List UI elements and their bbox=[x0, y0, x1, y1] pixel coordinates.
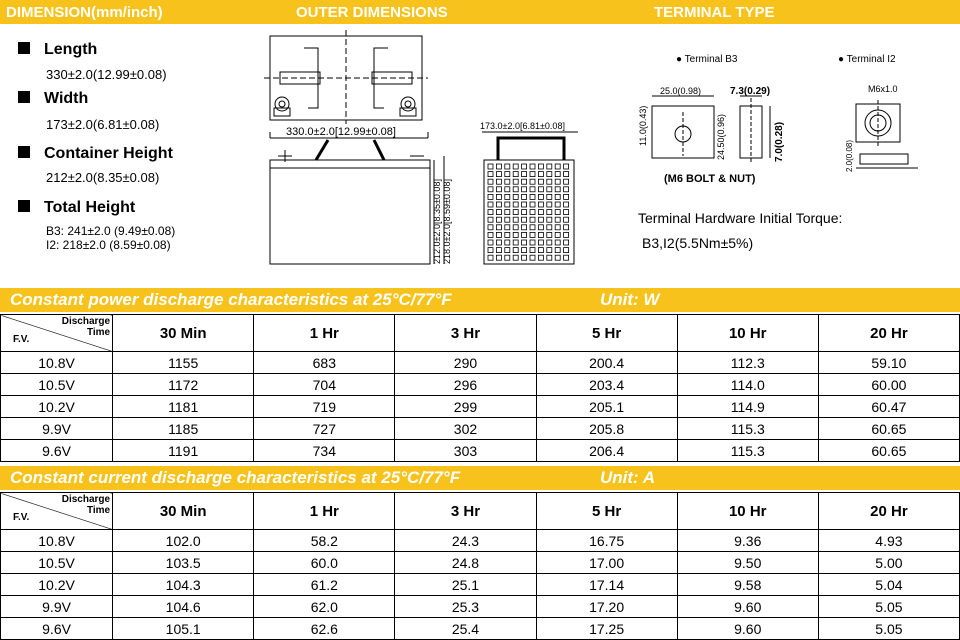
terminal-drawing bbox=[620, 76, 950, 188]
value-cell: 112.3 bbox=[677, 352, 818, 374]
value-cell: 60.47 bbox=[818, 396, 959, 418]
vent-hole bbox=[564, 164, 569, 169]
row-fv-cell: 10.5V bbox=[1, 552, 113, 574]
vent-hole bbox=[496, 202, 501, 207]
vent-hole bbox=[488, 172, 493, 177]
vent-hole bbox=[505, 255, 510, 260]
vent-hole bbox=[564, 240, 569, 245]
value-cell: 9.60 bbox=[677, 596, 818, 618]
vent-hole bbox=[488, 217, 493, 222]
vent-hole bbox=[513, 164, 518, 169]
current-section-title: Constant current discharge characteristics at 25°C/77°F bbox=[10, 468, 461, 487]
value-cell: 114.0 bbox=[677, 374, 818, 396]
vent-hole bbox=[488, 187, 493, 192]
vent-hole bbox=[538, 202, 543, 207]
vent-hole bbox=[488, 232, 493, 237]
terminal-i2-text: Terminal I2 bbox=[846, 54, 896, 65]
value-cell: 104.3 bbox=[113, 574, 254, 596]
dim-25-label: 25.0(0.98) bbox=[660, 86, 702, 96]
vent-hole bbox=[530, 164, 535, 169]
vent-hole bbox=[538, 210, 543, 215]
table-header-row bbox=[1, 493, 960, 530]
vent-hole bbox=[555, 248, 560, 253]
value-cell: 17.25 bbox=[536, 618, 677, 640]
table-row bbox=[1, 352, 960, 374]
vent-hole bbox=[488, 194, 493, 199]
value-cell: 203.4 bbox=[536, 374, 677, 396]
vent-hole bbox=[555, 202, 560, 207]
bullet-square-icon bbox=[18, 146, 30, 158]
vent-hole bbox=[538, 187, 543, 192]
value-cell: 60.00 bbox=[818, 374, 959, 396]
row-fv-cell: 10.5V bbox=[1, 374, 113, 396]
value-cell: 105.1 bbox=[113, 618, 254, 640]
value-cell: 1172 bbox=[113, 374, 254, 396]
vent-hole bbox=[564, 210, 569, 215]
value-cell: 9.58 bbox=[677, 574, 818, 596]
vent-hole bbox=[538, 225, 543, 230]
vent-hole bbox=[522, 172, 527, 177]
vent-hole bbox=[513, 172, 518, 177]
dimension-header: DIMENSION(mm/inch) bbox=[6, 4, 163, 21]
terminal-type-header: TERMINAL TYPE bbox=[654, 4, 775, 21]
dim-245-label: 24.50(0.96) bbox=[716, 113, 726, 160]
vent-hole bbox=[505, 217, 510, 222]
vent-hole bbox=[496, 187, 501, 192]
value-cell: 59.10 bbox=[818, 352, 959, 374]
vent-hole bbox=[522, 202, 527, 207]
column-header: 3 Hr bbox=[395, 493, 536, 530]
vent-hole bbox=[513, 210, 518, 215]
vent-hole bbox=[538, 255, 543, 260]
vent-hole bbox=[530, 232, 535, 237]
vent-hole bbox=[547, 225, 552, 230]
value-cell: 17.20 bbox=[536, 596, 677, 618]
terminal-b3-drawing bbox=[652, 96, 770, 164]
value-cell: 1191 bbox=[113, 440, 254, 462]
outer-dimensions-header: OUTER DIMENSIONS bbox=[296, 4, 448, 21]
table-row bbox=[1, 530, 960, 552]
value-cell: 683 bbox=[254, 352, 395, 374]
vent-hole bbox=[488, 210, 493, 215]
vent-hole bbox=[513, 187, 518, 192]
vent-hole bbox=[538, 179, 543, 184]
torque-value: B3,I2(5.5Nm±5%) bbox=[642, 235, 754, 251]
vent-hole bbox=[522, 179, 527, 184]
vent-hole bbox=[496, 248, 501, 253]
vent-hole bbox=[505, 172, 510, 177]
row-fv-cell: 10.2V bbox=[1, 396, 113, 418]
table-row bbox=[1, 440, 960, 462]
vent-hole bbox=[555, 232, 560, 237]
vent-hole bbox=[522, 164, 527, 169]
table-row bbox=[1, 396, 960, 418]
column-header: 1 Hr bbox=[254, 493, 395, 530]
value-cell: 734 bbox=[254, 440, 395, 462]
vent-hole bbox=[564, 225, 569, 230]
vent-hole bbox=[505, 202, 510, 207]
vent-hole bbox=[513, 202, 518, 207]
vent-hole bbox=[505, 187, 510, 192]
corner-discharge-label: Discharge bbox=[61, 316, 111, 327]
vent-hole bbox=[530, 179, 535, 184]
value-cell: 206.4 bbox=[536, 440, 677, 462]
length-item bbox=[18, 41, 97, 59]
length-value: 330±2.0(12.99±0.08) bbox=[46, 67, 167, 82]
vent-hole bbox=[522, 187, 527, 192]
corner-discharge-time bbox=[62, 494, 110, 516]
vent-hole bbox=[555, 217, 560, 222]
vent-hole bbox=[513, 232, 518, 237]
vent-hole bbox=[513, 248, 518, 253]
column-header: 20 Hr bbox=[818, 315, 959, 352]
column-header: 5 Hr bbox=[536, 493, 677, 530]
vent-hole bbox=[538, 232, 543, 237]
value-cell: 62.0 bbox=[254, 596, 395, 618]
vent-hole bbox=[547, 179, 552, 184]
vent-hole bbox=[522, 232, 527, 237]
vent-hole bbox=[522, 225, 527, 230]
width-value: 173±2.0(6.81±0.08) bbox=[46, 117, 160, 132]
vent-hole bbox=[488, 164, 493, 169]
value-cell: 1181 bbox=[113, 396, 254, 418]
bullet-square-icon bbox=[18, 42, 30, 54]
value-cell: 62.6 bbox=[254, 618, 395, 640]
value-cell: 9.60 bbox=[677, 618, 818, 640]
vent-hole bbox=[538, 240, 543, 245]
current-section-unit: Unit: A bbox=[600, 468, 656, 487]
value-cell: 1155 bbox=[113, 352, 254, 374]
m6-label: M6x1.0 bbox=[868, 84, 898, 94]
vent-hole bbox=[538, 172, 543, 177]
vent-hole bbox=[555, 210, 560, 215]
vent-hole bbox=[555, 179, 560, 184]
power-section-unit: Unit: W bbox=[600, 290, 660, 309]
vent-hole bbox=[522, 194, 527, 199]
length-dimension: 330.0±2.0[12.99±0.08] bbox=[286, 126, 396, 138]
value-cell: 1185 bbox=[113, 418, 254, 440]
row-fv-cell: 9.9V bbox=[1, 418, 113, 440]
column-header: 30 Min bbox=[113, 315, 254, 352]
outer-dimensions-drawing bbox=[260, 28, 590, 273]
terminal-b3-label: ● Terminal B3 bbox=[676, 54, 738, 65]
vent-hole bbox=[496, 217, 501, 222]
vent-hole bbox=[555, 187, 560, 192]
total-height-item bbox=[18, 199, 135, 217]
vent-hole bbox=[513, 217, 518, 222]
value-cell: 4.93 bbox=[818, 530, 959, 552]
vent-hole bbox=[496, 164, 501, 169]
torque-title: Terminal Hardware Initial Torque: bbox=[638, 210, 843, 226]
vent-hole bbox=[538, 164, 543, 169]
vent-hole bbox=[505, 194, 510, 199]
vent-hole bbox=[547, 172, 552, 177]
value-cell: 17.00 bbox=[536, 552, 677, 574]
vent-hole bbox=[496, 210, 501, 215]
row-fv-cell: 9.6V bbox=[1, 440, 113, 462]
value-cell: 5.05 bbox=[818, 618, 959, 640]
value-cell: 104.6 bbox=[113, 596, 254, 618]
battery-front-view bbox=[270, 132, 444, 264]
table-row bbox=[1, 596, 960, 618]
column-header: 20 Hr bbox=[818, 493, 959, 530]
vent-hole bbox=[496, 194, 501, 199]
vent-hole bbox=[488, 240, 493, 245]
vent-hole bbox=[496, 225, 501, 230]
corner-header bbox=[1, 315, 113, 352]
value-cell: 205.8 bbox=[536, 418, 677, 440]
vent-hole bbox=[564, 217, 569, 222]
vent-hole bbox=[488, 202, 493, 207]
row-fv-cell: 10.2V bbox=[1, 574, 113, 596]
vent-hole bbox=[530, 172, 535, 177]
total-height-i2: I2: 218±2.0 (8.59±0.08) bbox=[46, 238, 171, 252]
current-section-bar bbox=[0, 466, 960, 490]
column-header: 5 Hr bbox=[536, 315, 677, 352]
column-header: 10 Hr bbox=[677, 315, 818, 352]
vent-hole bbox=[505, 248, 510, 253]
vent-hole bbox=[547, 255, 552, 260]
value-cell: 5.04 bbox=[818, 574, 959, 596]
vent-hole bbox=[496, 240, 501, 245]
corner-fv-label: F.V. bbox=[13, 334, 30, 345]
container-height-item bbox=[18, 145, 173, 163]
vent-hole bbox=[488, 225, 493, 230]
vent-hole bbox=[538, 217, 543, 222]
vent-hole bbox=[530, 202, 535, 207]
bolt-label: (M6 BOLT & NUT) bbox=[664, 173, 756, 185]
vent-hole bbox=[505, 164, 510, 169]
column-header: 10 Hr bbox=[677, 493, 818, 530]
vent-hole bbox=[522, 217, 527, 222]
value-cell: 296 bbox=[395, 374, 536, 396]
table-row bbox=[1, 618, 960, 640]
height-218-dimension: 218.0±2.0[8.59±0.08] bbox=[442, 179, 452, 264]
vent-hole bbox=[530, 210, 535, 215]
corner-time-label: Time bbox=[86, 327, 111, 338]
vent-hole bbox=[547, 210, 552, 215]
side-vent-grid bbox=[488, 164, 569, 260]
corner-discharge-time bbox=[62, 316, 110, 338]
vent-hole bbox=[547, 240, 552, 245]
vent-hole bbox=[555, 255, 560, 260]
value-cell: 9.50 bbox=[677, 552, 818, 574]
vent-hole bbox=[547, 194, 552, 199]
vent-hole bbox=[496, 255, 501, 260]
corner-time-label: Time bbox=[86, 505, 111, 516]
terminal-b3-text: Terminal B3 bbox=[684, 54, 738, 65]
value-cell: 205.1 bbox=[536, 396, 677, 418]
total-height-label: Total Height bbox=[44, 199, 136, 216]
vent-hole bbox=[530, 217, 535, 222]
value-cell: 60.0 bbox=[254, 552, 395, 574]
vent-hole bbox=[555, 194, 560, 199]
vent-hole bbox=[530, 194, 535, 199]
table-row bbox=[1, 552, 960, 574]
column-header: 30 Min bbox=[113, 493, 254, 530]
vent-hole bbox=[564, 255, 569, 260]
value-cell: 25.4 bbox=[395, 618, 536, 640]
vent-hole bbox=[564, 194, 569, 199]
vent-hole bbox=[555, 240, 560, 245]
vent-hole bbox=[488, 255, 493, 260]
vent-hole bbox=[496, 232, 501, 237]
value-cell: 727 bbox=[254, 418, 395, 440]
value-cell: 9.36 bbox=[677, 530, 818, 552]
total-height-b3: B3: 241±2.0 (9.49±0.08) bbox=[46, 224, 176, 238]
value-cell: 61.2 bbox=[254, 574, 395, 596]
value-cell: 704 bbox=[254, 374, 395, 396]
value-cell: 200.4 bbox=[536, 352, 677, 374]
dim-73-label: 7.3(0.29) bbox=[730, 86, 771, 97]
terminal-i2-label: ● Terminal I2 bbox=[838, 54, 896, 65]
value-cell: 5.05 bbox=[818, 596, 959, 618]
vent-hole bbox=[522, 240, 527, 245]
vent-hole bbox=[505, 225, 510, 230]
vent-hole bbox=[505, 179, 510, 184]
table-row bbox=[1, 374, 960, 396]
vent-hole bbox=[513, 255, 518, 260]
vent-hole bbox=[530, 255, 535, 260]
dim-70-label: 7.0(0.28) bbox=[774, 121, 785, 162]
vent-hole bbox=[555, 225, 560, 230]
vent-hole bbox=[530, 187, 535, 192]
vent-hole bbox=[555, 172, 560, 177]
length-label: Length bbox=[44, 41, 98, 58]
value-cell: 25.3 bbox=[395, 596, 536, 618]
corner-discharge-label: Discharge bbox=[61, 494, 111, 505]
value-cell: 299 bbox=[395, 396, 536, 418]
value-cell: 290 bbox=[395, 352, 536, 374]
vent-hole bbox=[547, 202, 552, 207]
value-cell: 114.9 bbox=[677, 396, 818, 418]
height-212-dimension: 212.0±2.0[8.35±0.08] bbox=[432, 179, 442, 264]
header-bar bbox=[0, 0, 960, 24]
vent-hole bbox=[547, 248, 552, 253]
bullet-square-icon bbox=[18, 200, 30, 212]
vent-hole bbox=[530, 240, 535, 245]
value-cell: 24.3 bbox=[395, 530, 536, 552]
container-height-value: 212±2.0(8.35±0.08) bbox=[46, 170, 160, 185]
dim-11-label: 11.0(0.43) bbox=[638, 105, 648, 146]
terminal-i2-drawing bbox=[856, 100, 918, 168]
row-fv-cell: 10.8V bbox=[1, 530, 113, 552]
corner-header bbox=[1, 493, 113, 530]
vent-hole bbox=[522, 255, 527, 260]
vent-hole bbox=[505, 210, 510, 215]
dim-20-label: 2.0(0.08) bbox=[845, 139, 854, 172]
row-fv-cell: 10.8V bbox=[1, 352, 113, 374]
vent-hole bbox=[513, 240, 518, 245]
vent-hole bbox=[530, 248, 535, 253]
value-cell: 102.0 bbox=[113, 530, 254, 552]
vent-hole bbox=[505, 240, 510, 245]
value-cell: 60.65 bbox=[818, 418, 959, 440]
vent-hole bbox=[505, 232, 510, 237]
vent-hole bbox=[547, 187, 552, 192]
vent-hole bbox=[555, 164, 560, 169]
vent-hole bbox=[522, 210, 527, 215]
vent-hole bbox=[530, 225, 535, 230]
vent-hole bbox=[488, 248, 493, 253]
corner-fv-label: F.V. bbox=[13, 512, 30, 523]
value-cell: 115.3 bbox=[677, 418, 818, 440]
table-row bbox=[1, 574, 960, 596]
vent-hole bbox=[522, 248, 527, 253]
row-fv-cell: 9.6V bbox=[1, 618, 113, 640]
width-item bbox=[18, 90, 88, 108]
value-cell: 60.65 bbox=[818, 440, 959, 462]
row-fv-cell: 9.9V bbox=[1, 596, 113, 618]
value-cell: 103.5 bbox=[113, 552, 254, 574]
value-cell: 25.1 bbox=[395, 574, 536, 596]
value-cell: 719 bbox=[254, 396, 395, 418]
container-height-label: Container Height bbox=[44, 145, 173, 162]
value-cell: 115.3 bbox=[677, 440, 818, 462]
value-cell: 17.14 bbox=[536, 574, 677, 596]
vent-hole bbox=[496, 179, 501, 184]
vent-hole bbox=[513, 194, 518, 199]
vent-hole bbox=[564, 202, 569, 207]
vent-hole bbox=[538, 248, 543, 253]
battery-top-view bbox=[264, 30, 428, 124]
bullet-square-icon bbox=[18, 91, 30, 103]
value-cell: 24.8 bbox=[395, 552, 536, 574]
vent-hole bbox=[547, 232, 552, 237]
vent-hole bbox=[564, 172, 569, 177]
width-dimension: 173.0±2.0[6.81±0.08] bbox=[480, 121, 565, 131]
value-cell: 5.00 bbox=[818, 552, 959, 574]
vent-hole bbox=[513, 225, 518, 230]
power-discharge-table bbox=[0, 314, 960, 462]
power-section-title: Constant power discharge characteristics at 25°C/77°F bbox=[10, 290, 452, 309]
column-header: 3 Hr bbox=[395, 315, 536, 352]
value-cell: 16.75 bbox=[536, 530, 677, 552]
vent-hole bbox=[513, 179, 518, 184]
vent-hole bbox=[488, 179, 493, 184]
current-discharge-table bbox=[0, 492, 960, 640]
vent-hole bbox=[564, 232, 569, 237]
power-section-bar bbox=[0, 288, 960, 312]
table-row bbox=[1, 418, 960, 440]
vent-hole bbox=[547, 217, 552, 222]
vent-hole bbox=[564, 248, 569, 253]
vent-hole bbox=[564, 187, 569, 192]
value-cell: 58.2 bbox=[254, 530, 395, 552]
vent-hole bbox=[496, 172, 501, 177]
value-cell: 302 bbox=[395, 418, 536, 440]
vent-hole bbox=[547, 164, 552, 169]
vent-hole bbox=[564, 179, 569, 184]
column-header: 1 Hr bbox=[254, 315, 395, 352]
table-header-row bbox=[1, 315, 960, 352]
width-label: Width bbox=[44, 90, 89, 107]
vent-hole bbox=[538, 194, 543, 199]
value-cell: 303 bbox=[395, 440, 536, 462]
